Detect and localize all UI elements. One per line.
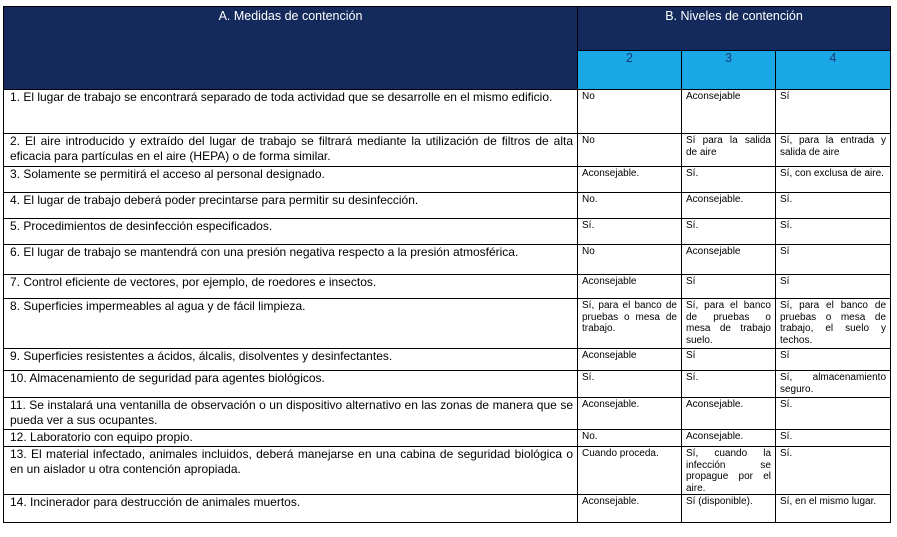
level-4-cell: Sí xyxy=(776,90,891,134)
level-2-cell: Aconsejable xyxy=(578,349,682,371)
level-2-cell: No. xyxy=(578,193,682,219)
table-row xyxy=(4,299,891,349)
level-4-cell: Sí xyxy=(776,349,891,371)
level-4-cell: Sí xyxy=(776,245,891,275)
level-2-cell: Aconsejable. xyxy=(578,495,682,523)
measure-cell: 8. Superficies impermeables al agua y de fácil limpieza. xyxy=(4,299,578,349)
measure-cell: 9. Superficies resistentes a ácidos, álcalis, disolventes y desinfectantes. xyxy=(4,349,578,371)
level-2-cell: Sí, para el banco de pruebas o mesa de trabajo. xyxy=(578,299,682,349)
table-row xyxy=(4,167,891,193)
level-4-cell: Sí. xyxy=(776,447,891,495)
level-4-cell: Sí, con exclusa de aire. xyxy=(776,167,891,193)
level-3-cell: Sí, cuando la infección se propague por el aire. xyxy=(682,447,776,495)
level-3-cell: Aconsejable. xyxy=(682,193,776,219)
level-2-cell: Sí. xyxy=(578,219,682,245)
level-3-cell: Sí. xyxy=(682,219,776,245)
header-row xyxy=(4,7,891,51)
measure-cell: 4. El lugar de trabajo deberá poder precintarse para permitir su desinfección. xyxy=(4,193,578,219)
level-3-header: 3 xyxy=(682,51,776,90)
level-3-cell: Sí. xyxy=(682,371,776,398)
level-3-cell: Aconsejable xyxy=(682,245,776,275)
table-row xyxy=(4,447,891,495)
level-4-cell: Sí. xyxy=(776,219,891,245)
table-row xyxy=(4,193,891,219)
level-4-cell: Sí. xyxy=(776,430,891,447)
level-4-cell: Sí, para la entrada y salida de aire xyxy=(776,134,891,167)
level-3-cell: Sí (disponible). xyxy=(682,495,776,523)
header-levels: B. Niveles de contención xyxy=(578,7,891,51)
level-3-cell: Aconsejable. xyxy=(682,430,776,447)
level-3-cell: Sí para la salida de aire xyxy=(682,134,776,167)
containment-table-wrapper xyxy=(3,6,891,523)
measure-cell: 6. El lugar de trabajo se mantendrá con una presión negativa respecto a la presión atmosférica. xyxy=(4,245,578,275)
header-measures: A. Medidas de contención xyxy=(4,7,578,90)
measure-cell: 2. El aire introducido y extraído del lugar de trabajo se filtrará mediante la utilización de filtros de alta eficacia para partículas en el aire (HEPA) o de forma similar. xyxy=(4,134,578,167)
table-row xyxy=(4,371,891,398)
measure-cell: 10. Almacenamiento de seguridad para agentes biológicos. xyxy=(4,371,578,398)
measure-cell: 1. El lugar de trabajo se encontrará separado de toda actividad que se desarrolle en el mismo edificio. xyxy=(4,90,578,134)
table-row xyxy=(4,134,891,167)
table-row xyxy=(4,495,891,523)
level-3-cell: Sí, para el banco de pruebas o mesa de trabajo suelo. xyxy=(682,299,776,349)
level-2-header: 2 xyxy=(578,51,682,90)
table-row xyxy=(4,430,891,447)
table-row xyxy=(4,90,891,134)
level-2-cell: No xyxy=(578,90,682,134)
level-4-cell: Sí, para el banco de pruebas o mesa de trabajo, el suelo y techos. xyxy=(776,299,891,349)
level-2-cell: No xyxy=(578,245,682,275)
measure-cell: 14. Incinerador para destrucción de animales muertos. xyxy=(4,495,578,523)
table-row xyxy=(4,245,891,275)
table-row xyxy=(4,398,891,430)
table-row xyxy=(4,219,891,245)
level-4-cell: Sí, en el mismo lugar. xyxy=(776,495,891,523)
level-2-cell: Aconsejable. xyxy=(578,167,682,193)
table-row xyxy=(4,275,891,299)
level-4-header: 4 xyxy=(776,51,891,90)
level-3-cell: Aconsejable. xyxy=(682,398,776,430)
level-2-cell: Aconsejable. xyxy=(578,398,682,430)
measure-cell: 3. Solamente se permitirá el acceso al personal designado. xyxy=(4,167,578,193)
level-2-cell: No. xyxy=(578,430,682,447)
level-4-cell: Sí xyxy=(776,275,891,299)
level-4-cell: Sí, almacenamiento seguro. xyxy=(776,371,891,398)
measure-cell: 13. El material infectado, animales incluidos, deberá manejarse en una cabina de seguridad biológica o en un aislador u otra contención apropiada. xyxy=(4,447,578,495)
table-body xyxy=(4,90,891,523)
level-3-cell: Sí. xyxy=(682,167,776,193)
level-3-cell: Aconsejable xyxy=(682,90,776,134)
containment-table xyxy=(3,6,891,523)
measure-cell: 12. Laboratorio con equipo propio. xyxy=(4,430,578,447)
level-4-cell: Sí. xyxy=(776,398,891,430)
table-row xyxy=(4,349,891,371)
level-2-cell: Sí. xyxy=(578,371,682,398)
measure-cell: 5. Procedimientos de desinfección especificados. xyxy=(4,219,578,245)
level-2-cell: Cuando proceda. xyxy=(578,447,682,495)
level-2-cell: No xyxy=(578,134,682,167)
level-3-cell: Sí xyxy=(682,275,776,299)
level-2-cell: Aconsejable xyxy=(578,275,682,299)
level-4-cell: Sí. xyxy=(776,193,891,219)
measure-cell: 7. Control eficiente de vectores, por ejemplo, de roedores e insectos. xyxy=(4,275,578,299)
measure-cell: 11. Se instalará una ventanilla de observación o un dispositivo alternativo en las zonas de manera que se pueda ver a sus ocupantes. xyxy=(4,398,578,430)
level-3-cell: Sí xyxy=(682,349,776,371)
